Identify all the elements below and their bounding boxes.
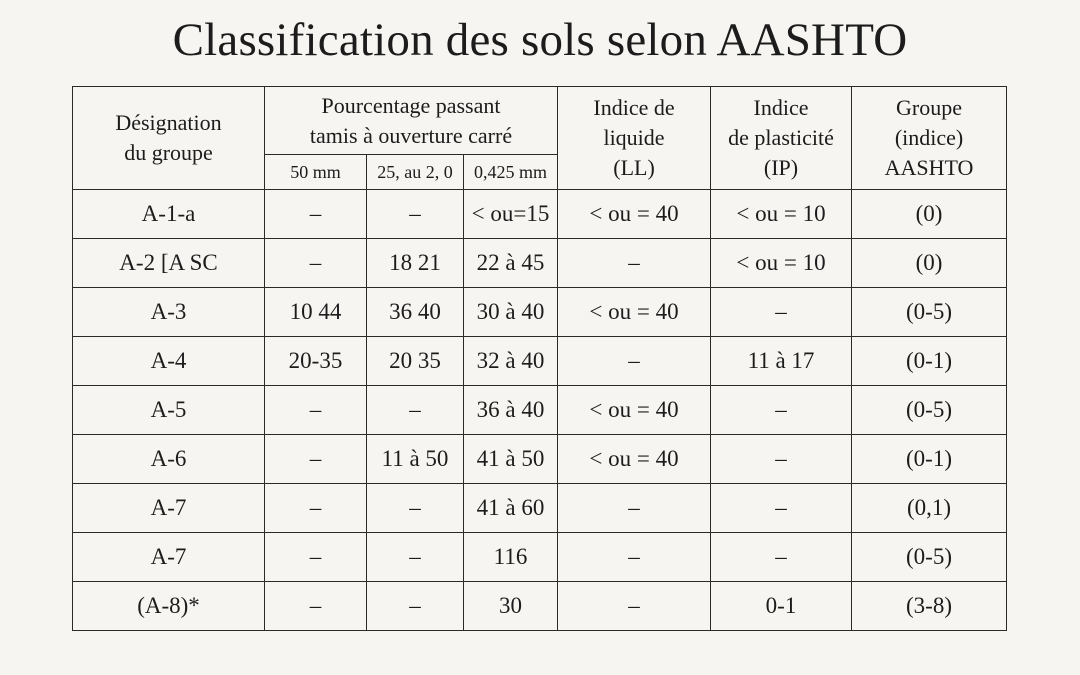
cell-50mm: – xyxy=(265,533,367,582)
header-percent-passing: Pourcentage passant tamis à ouverture carré xyxy=(265,87,558,155)
header-designation: Désignation du groupe xyxy=(73,87,265,190)
cell-50mm: – xyxy=(265,239,367,288)
cell-ll: – xyxy=(558,239,711,288)
table-row xyxy=(73,533,1007,582)
cell-50mm: 20-35 xyxy=(265,337,367,386)
header-sieve-25: 25, au 2, 0 xyxy=(367,155,464,190)
table-row xyxy=(73,435,1007,484)
cell-designation: A-2 [A SC xyxy=(73,239,265,288)
cell-25: 11 à 50 xyxy=(367,435,464,484)
header-liquid-limit: Indice de liquide (LL) xyxy=(558,87,711,190)
cell-0425mm: 116 xyxy=(464,533,558,582)
table-row xyxy=(73,582,1007,631)
cell-groupe: (0-5) xyxy=(852,386,1007,435)
cell-ll: < ou = 40 xyxy=(558,386,711,435)
cell-ll: < ou = 40 xyxy=(558,435,711,484)
cell-groupe: (0-1) xyxy=(852,435,1007,484)
cell-ip: – xyxy=(711,435,852,484)
cell-groupe: (0-5) xyxy=(852,288,1007,337)
table-body xyxy=(73,190,1007,631)
cell-ip: < ou = 10 xyxy=(711,239,852,288)
cell-25: – xyxy=(367,484,464,533)
cell-0425mm: 32 à 40 xyxy=(464,337,558,386)
cell-25: 36 40 xyxy=(367,288,464,337)
cell-designation: A-3 xyxy=(73,288,265,337)
cell-ip: – xyxy=(711,386,852,435)
cell-25: 18 21 xyxy=(367,239,464,288)
cell-ll: – xyxy=(558,484,711,533)
cell-ip: < ou = 10 xyxy=(711,190,852,239)
cell-0425mm: 36 à 40 xyxy=(464,386,558,435)
cell-50mm: 10 44 xyxy=(265,288,367,337)
cell-ip: – xyxy=(711,533,852,582)
cell-25: – xyxy=(367,386,464,435)
header-group-index: Groupe (indice) AASHTO xyxy=(852,87,1007,190)
classification-table xyxy=(72,86,1007,631)
cell-0425mm: 30 à 40 xyxy=(464,288,558,337)
cell-ip: 11 à 17 xyxy=(711,337,852,386)
table-row xyxy=(73,484,1007,533)
cell-ll: – xyxy=(558,337,711,386)
cell-25: 20 35 xyxy=(367,337,464,386)
cell-designation: A-1-a xyxy=(73,190,265,239)
table-row xyxy=(73,239,1007,288)
cell-ll: – xyxy=(558,582,711,631)
cell-50mm: – xyxy=(265,190,367,239)
cell-0425mm: 22 à 45 xyxy=(464,239,558,288)
cell-groupe: (0) xyxy=(852,190,1007,239)
page-title: Classification des sols selon AASHTO xyxy=(172,14,908,66)
cell-designation: (A-8)* xyxy=(73,582,265,631)
cell-50mm: – xyxy=(265,582,367,631)
cell-groupe: (0-1) xyxy=(852,337,1007,386)
table-header xyxy=(73,87,1007,190)
header-sieve-0425mm: 0,425 mm xyxy=(464,155,558,190)
cell-ip: – xyxy=(711,484,852,533)
table-row xyxy=(73,386,1007,435)
cell-50mm: – xyxy=(265,386,367,435)
header-sieve-50mm: 50 mm xyxy=(265,155,367,190)
cell-ll: < ou = 40 xyxy=(558,190,711,239)
table-row xyxy=(73,337,1007,386)
cell-ll: < ou = 40 xyxy=(558,288,711,337)
cell-designation: A-6 xyxy=(73,435,265,484)
cell-0425mm: 41 à 60 xyxy=(464,484,558,533)
cell-25: – xyxy=(367,533,464,582)
cell-ip: – xyxy=(711,288,852,337)
cell-ip: 0-1 xyxy=(711,582,852,631)
cell-0425mm: < ou=15 xyxy=(464,190,558,239)
cell-25: – xyxy=(367,582,464,631)
cell-groupe: (0,1) xyxy=(852,484,1007,533)
cell-ll: – xyxy=(558,533,711,582)
cell-0425mm: 41 à 50 xyxy=(464,435,558,484)
cell-groupe: (3-8) xyxy=(852,582,1007,631)
table-row xyxy=(73,288,1007,337)
cell-groupe: (0) xyxy=(852,239,1007,288)
cell-0425mm: 30 xyxy=(464,582,558,631)
cell-25: – xyxy=(367,190,464,239)
table-row xyxy=(73,190,1007,239)
cell-50mm: – xyxy=(265,484,367,533)
cell-designation: A-4 xyxy=(73,337,265,386)
cell-designation: A-7 xyxy=(73,484,265,533)
header-plasticity-index: Indice de plasticité (IP) xyxy=(711,87,852,190)
cell-designation: A-5 xyxy=(73,386,265,435)
cell-designation: A-7 xyxy=(73,533,265,582)
cell-50mm: – xyxy=(265,435,367,484)
cell-groupe: (0-5) xyxy=(852,533,1007,582)
